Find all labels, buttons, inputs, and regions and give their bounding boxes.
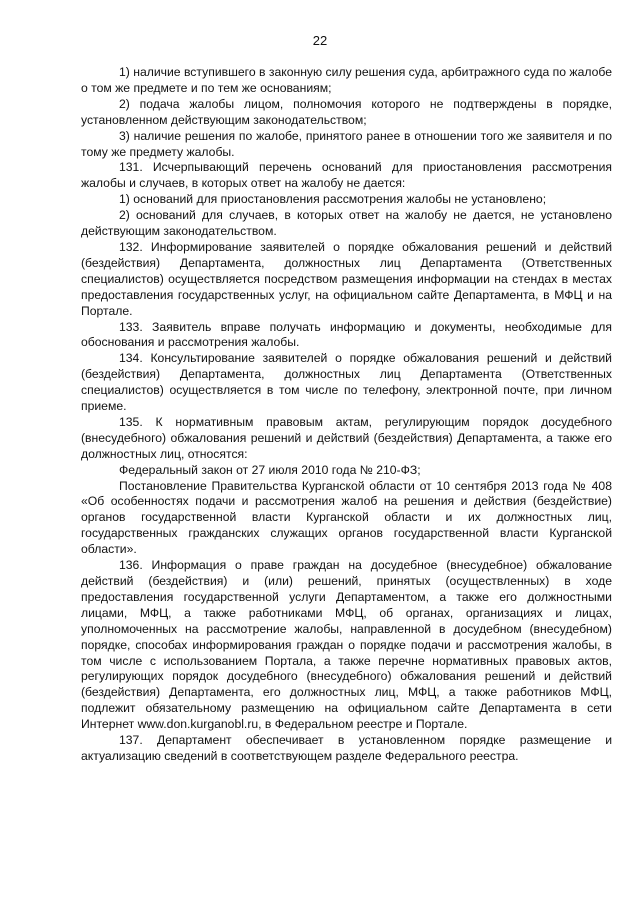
- paragraph-131-item-1: 1) оснований для приостановления рассмотрения жалобы не установлено;: [119, 192, 547, 207]
- paragraph-137: 137. Департамент обеспечивает в установленном порядке размещение и актуализацию сведений в соответствующем разделе Федерального реестра.: [81, 733, 612, 763]
- paragraph-135: 135. К нормативным правовым актам, регулирующим порядок досудебного (внесудебного) обжалования решений и действий (бездействия) Департамента, а также его должностных лиц, относятся:: [81, 414, 612, 461]
- paragraph-132: 132. Информирование заявителей о порядке обжалования решений и действий (бездействия) Департамента, должностных лиц Департамента (Ответственных специалистов) осуществляется посредством размещения информации на стендах в местах предоставления государственных услуг, на официальном сайте Департамента, в МФЦ и на Портале.: [81, 239, 612, 318]
- paragraph-136: 136. Информация о праве граждан на досудебное (внесудебное) обжалование действий (бездействия) и (или) решений, принятых (осуществленных) в ходе предоставления государственной услуги Департаментом, а также его должностными лицами, МФЦ, а также работниками МФЦ, об органах, организациях и лицах, уполномоченных на рассмотрение жалобы, направленной в досудебном (внесудебном) порядке, способах информирования граждан о порядке подачи и рассмотрения жалобы, в том числе с использованием Портала, а также перечне нормативных правовых актов, регулирующих порядок досудебного (внесудебного) обжалования решений и действий (бездействия) Департамента, его должностных лиц, МФЦ, а также работников МФЦ, подлежит обязательному размещению на официальном сайте Департамента в сети Интернет www.don.kurganobl.ru, в Федеральном реестре и Портале.: [81, 558, 612, 732]
- paragraph-135-resolution: Постановление Правительства Курганской области от 10 сентября 2013 года № 408 «Об особенностях подачи и рассмотрения жалоб на решения и действия (бездействие) органов государственной власти Курганской области и их должностных лиц, государственных гражданских служащих органов государственной власти Курганской области».: [81, 478, 612, 557]
- paragraph-ground-2: 2) подача жалобы лицом, полномочия которого не подтверждены в порядке, установленном действующим законодательством;: [81, 96, 612, 127]
- paragraph-135-federal-law: Федеральный закон от 27 июля 2010 года № 210-ФЗ;: [119, 462, 421, 477]
- paragraph-133: 133. Заявитель вправе получать информацию и документы, необходимые для обоснования и рассмотрения жалобы.: [81, 319, 612, 350]
- paragraph-131: 131. Исчерпывающий перечень оснований для приостановления рассмотрения жалобы и случаев, в которых ответ на жалобу не дается:: [81, 160, 612, 191]
- paragraph-134: 134. Консультирование заявителей о порядке обжалования решений и действий (бездействия) Департамента, должностных лиц Департамента (Ответственных специалистов) осуществляется в том числе по телефону, электронной почте, при личном приеме.: [81, 351, 612, 414]
- page-number: 22: [312, 33, 328, 48]
- paragraph-ground-1: 1) наличие вступившего в законную силу решения суда, арбитражного суда по жалобе о том же предмете и по тем же основаниям;: [81, 65, 613, 95]
- document-body: [81, 65, 612, 765]
- paragraph-131-item-2: 2) оснований для случаев, в которых ответ на жалобу не дается, не установлено действующим законодательством.: [81, 208, 612, 239]
- paragraph-ground-3: 3) наличие решения по жалобе, принятого ранее в отношении того же заявителя и по тому же предмету жалобы.: [81, 128, 612, 159]
